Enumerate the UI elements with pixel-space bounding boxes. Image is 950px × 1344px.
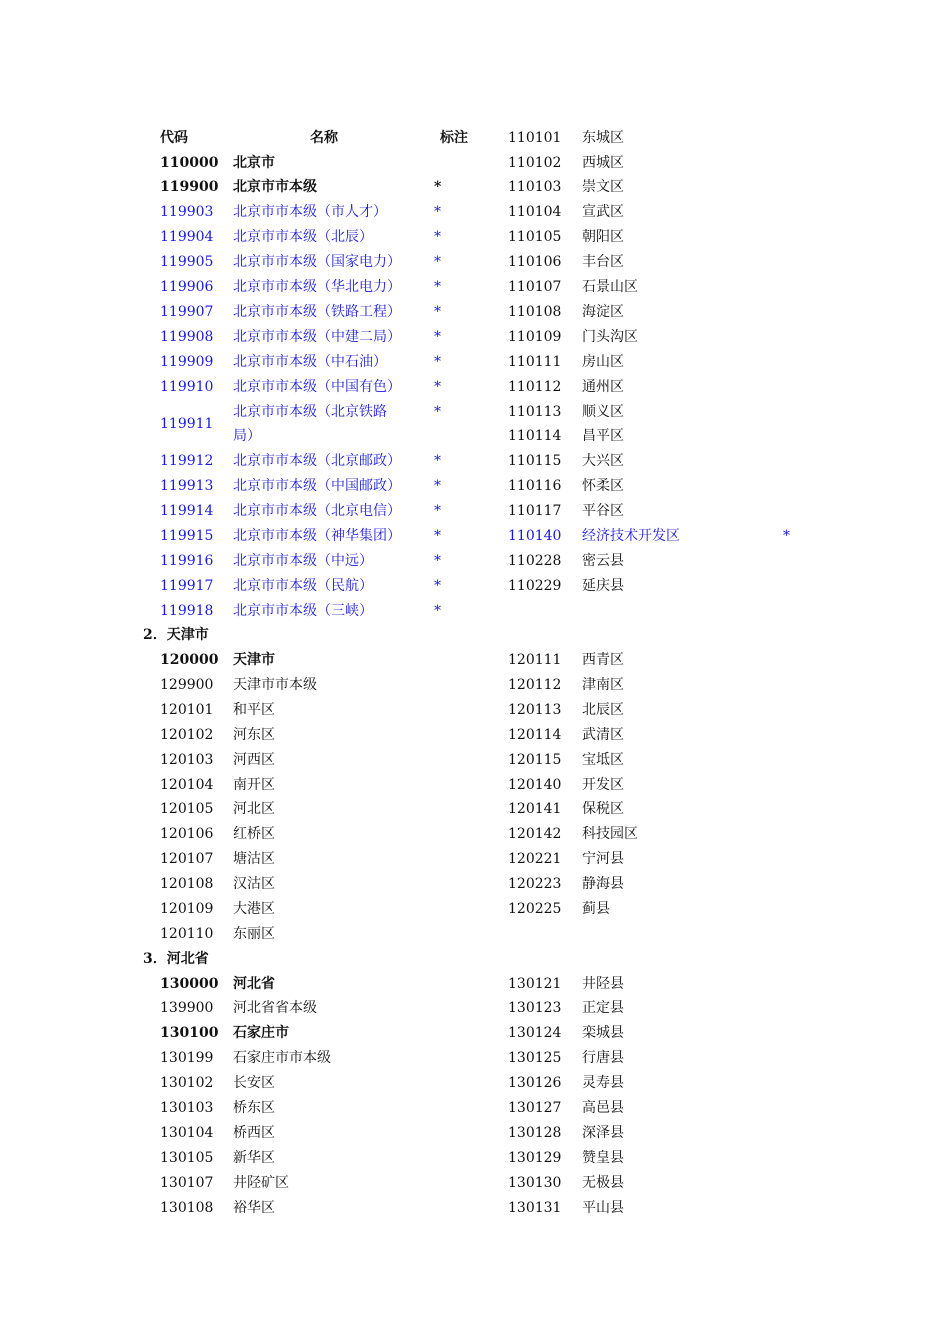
row-name: 宁河县 [582, 851, 624, 868]
row-name: 静海县 [582, 876, 624, 893]
row-name: 大港区 [233, 901, 275, 917]
row-code: 120109 [160, 901, 214, 917]
row-mark: * [434, 204, 441, 221]
row-code: 120111 [508, 652, 562, 668]
row-code: 130108 [160, 1199, 214, 1216]
row-name: 河北省 [233, 975, 275, 992]
row-name: 北京市市本级（神华集团） [233, 528, 401, 544]
row-name: 河北区 [233, 801, 275, 818]
row-mark: * [434, 229, 441, 246]
row-code: 130121 [508, 975, 562, 992]
row-name: 深泽县 [582, 1124, 624, 1141]
row-code: 119907 [160, 303, 214, 320]
row-code: 119900 [160, 179, 219, 196]
row-code: 120114 [508, 726, 562, 743]
row-name: 东城区 [582, 129, 624, 146]
row-name: 房山区 [582, 353, 624, 370]
row-name: 行唐县 [582, 1050, 624, 1067]
row-code: 130123 [508, 1000, 562, 1017]
row-name: 平谷区 [582, 503, 624, 520]
row-name: 开发区 [582, 776, 624, 793]
row-code: 120110 [160, 925, 214, 942]
row-mark: * [434, 478, 441, 495]
row-mark: * [434, 254, 441, 271]
row-mark: * [434, 353, 441, 370]
row-code: 130000 [160, 975, 219, 992]
row-code: 130128 [508, 1124, 562, 1141]
row-mark: * [434, 403, 441, 420]
row-mark: * [783, 528, 790, 544]
row-code: 119909 [160, 353, 214, 370]
row-mark: * [434, 453, 441, 470]
row-name: 海淀区 [582, 303, 624, 320]
header-name: 名称 [310, 130, 338, 146]
row-code: 120104 [160, 776, 214, 793]
section-title: 3．河北省 [143, 950, 209, 967]
row-code: 119903 [160, 204, 214, 221]
row-code: 130124 [508, 1025, 562, 1042]
row-code: 120112 [508, 676, 562, 693]
row-code: 120107 [160, 851, 214, 868]
row-code: 130103 [160, 1100, 214, 1116]
row-name: 北京市市本级（三峡） [233, 602, 373, 619]
row-code: 120223 [508, 876, 562, 893]
row-name: 天津市市本级 [233, 676, 317, 693]
row-name: 北京市市本级（中石油） [233, 353, 387, 370]
row-code: 110112 [508, 378, 562, 395]
row-code: 110107 [508, 279, 562, 295]
row-code: 110103 [508, 179, 562, 196]
row-code: 110116 [508, 478, 562, 495]
row-name: 顺义区 [582, 403, 624, 420]
row-name: 河西区 [233, 751, 275, 768]
row-name: 北京市市本级（中国有色） [233, 378, 401, 395]
row-name: 石景山区 [582, 279, 638, 295]
row-code: 119912 [160, 453, 214, 470]
row-name: 裕华区 [233, 1199, 275, 1216]
row-name: 北京市市本级（市人才） [233, 204, 387, 221]
row-code: 130130 [508, 1174, 562, 1191]
row-code: 120103 [160, 751, 214, 768]
section-title: 2．天津市 [143, 627, 209, 643]
row-code: 119914 [160, 503, 214, 520]
row-code: 120221 [508, 851, 562, 868]
row-name: 西青区 [582, 652, 624, 668]
row-mark: * [434, 577, 441, 594]
row-name: 大兴区 [582, 453, 624, 470]
row-name: 正定县 [582, 1000, 624, 1017]
row-code: 110113 [508, 403, 562, 420]
row-code: 130102 [160, 1075, 214, 1092]
row-name: 井陉矿区 [233, 1174, 289, 1191]
row-name: 汉沽区 [233, 876, 275, 893]
row-code: 120115 [508, 751, 562, 768]
row-mark: * [434, 552, 441, 569]
row-name: 栾城县 [582, 1025, 624, 1042]
row-code: 110115 [508, 453, 562, 470]
row-code: 110117 [508, 503, 562, 520]
row-name: 赞皇县 [582, 1149, 624, 1166]
row-name: 门头沟区 [582, 328, 638, 345]
row-name: 桥东区 [233, 1100, 275, 1116]
row-name: 北京市市本级（国家电力） [233, 254, 401, 271]
row-mark: * [434, 503, 441, 520]
row-name: 北京市市本级（民航） [233, 577, 373, 594]
row-name: 红桥区 [233, 826, 275, 843]
row-code: 120142 [508, 826, 562, 843]
row-name: 天津市 [233, 652, 275, 668]
row-code: 120108 [160, 876, 214, 893]
row-code: 110111 [508, 353, 562, 370]
row-code: 110114 [508, 428, 562, 445]
row-name: 灵寿县 [582, 1075, 624, 1092]
row-name: 北京市 [233, 154, 275, 171]
row-code: 120225 [508, 901, 562, 917]
row-name: 延庆县 [582, 577, 624, 594]
row-name: 保税区 [582, 801, 624, 818]
row-code: 110104 [508, 204, 562, 221]
row-name: 北京市市本级（北辰） [233, 229, 373, 246]
row-code: 110140 [508, 528, 562, 544]
row-code: 120102 [160, 726, 214, 743]
row-code: 130104 [160, 1124, 214, 1141]
row-name: 东丽区 [233, 925, 275, 942]
row-name: 南开区 [233, 776, 275, 793]
row-name: 平山县 [582, 1199, 624, 1216]
row-name: 蓟县 [582, 901, 610, 917]
row-name: 北京市市本级（中国邮政） [233, 478, 401, 495]
row-code: 110229 [508, 577, 562, 594]
row-code: 119916 [160, 552, 214, 569]
row-name: 宣武区 [582, 204, 624, 221]
row-name: 北京市市本级（北京铁路 [233, 403, 387, 420]
row-name: 井陉县 [582, 975, 624, 992]
row-name: 北京市市本级（北京电信） [233, 503, 401, 520]
row-name: 石家庄市市本级 [233, 1050, 331, 1067]
row-code: 119905 [160, 254, 214, 271]
row-name: 北辰区 [582, 701, 624, 718]
row-name: 北京市市本级（中建二局） [233, 328, 401, 345]
row-name: 津南区 [582, 676, 624, 693]
row-code: 110102 [508, 154, 562, 171]
row-code: 130125 [508, 1050, 562, 1067]
row-mark: * [434, 179, 442, 196]
row-name: 长安区 [233, 1075, 275, 1092]
row-code: 130126 [508, 1075, 562, 1092]
row-code: 119906 [160, 279, 214, 295]
row-name: 密云县 [582, 552, 624, 569]
row-name: 新华区 [233, 1149, 275, 1166]
row-code: 110106 [508, 254, 562, 271]
row-code: 110108 [508, 303, 562, 320]
row-name: 经济技术开发区 [582, 528, 680, 544]
row-name: 和平区 [233, 701, 275, 718]
row-code: 119904 [160, 229, 214, 246]
row-mark: * [434, 303, 441, 320]
row-name: 河北省省本级 [233, 1000, 317, 1017]
row-code: 120113 [508, 701, 562, 718]
row-code: 130127 [508, 1100, 562, 1116]
row-code: 119918 [160, 602, 214, 619]
row-mark: * [434, 378, 441, 395]
row-name: 通州区 [582, 378, 624, 395]
row-name: 北京市市本级 [233, 179, 317, 196]
row-code: 110109 [508, 328, 562, 345]
row-code: 139900 [160, 1000, 214, 1017]
row-name: 朝阳区 [582, 229, 624, 246]
row-code: 120000 [160, 652, 219, 668]
row-name: 桥西区 [233, 1124, 275, 1141]
row-name: 北京市市本级（中远） [233, 552, 373, 569]
row-code: 130107 [160, 1174, 214, 1191]
row-code: 119911 [160, 415, 214, 432]
row-mark: * [434, 279, 441, 295]
row-code: 120105 [160, 801, 214, 818]
row-name: 宝坻区 [582, 751, 624, 768]
row-code: 110105 [508, 229, 562, 246]
row-code: 110228 [508, 552, 562, 569]
row-code: 110101 [508, 129, 562, 146]
row-code: 130100 [160, 1025, 219, 1042]
row-name: 怀柔区 [582, 478, 624, 495]
row-mark: * [434, 328, 441, 345]
row-name: 丰台区 [582, 254, 624, 271]
row-code: 129900 [160, 676, 214, 693]
row-code: 130105 [160, 1149, 214, 1166]
row-code: 119915 [160, 528, 214, 544]
row-code: 119917 [160, 577, 214, 594]
row-code: 119913 [160, 478, 214, 495]
row-name: 石家庄市 [233, 1025, 289, 1042]
row-code: 130129 [508, 1149, 562, 1166]
row-name: 北京市市本级（华北电力） [233, 279, 401, 295]
row-name: 武清区 [582, 726, 624, 743]
row-code: 110000 [160, 154, 219, 171]
row-code: 120101 [160, 701, 214, 718]
row-name: 北京市市本级（铁路工程） [233, 303, 401, 320]
row-mark: * [434, 602, 441, 619]
row-code: 119908 [160, 328, 214, 345]
row-name: 北京市市本级（北京邮政） [233, 453, 401, 470]
row-code: 130131 [508, 1199, 562, 1216]
row-name: 高邑县 [582, 1100, 624, 1116]
row-name: 崇文区 [582, 179, 624, 196]
header-code: 代码 [160, 130, 188, 146]
header-mark: 标注 [440, 130, 468, 146]
row-name: 无极县 [582, 1174, 624, 1191]
row-name: 西城区 [582, 154, 624, 171]
row-code: 120106 [160, 826, 214, 843]
row-name: 塘沽区 [233, 851, 275, 868]
row-name-cont: 局） [233, 428, 261, 445]
row-name: 科技园区 [582, 826, 638, 843]
row-mark: * [434, 528, 441, 544]
row-code: 120140 [508, 776, 562, 793]
row-name: 昌平区 [582, 428, 624, 445]
row-name: 河东区 [233, 726, 275, 743]
row-code: 130199 [160, 1050, 214, 1067]
row-code: 119910 [160, 378, 214, 395]
row-code: 120141 [508, 801, 562, 818]
